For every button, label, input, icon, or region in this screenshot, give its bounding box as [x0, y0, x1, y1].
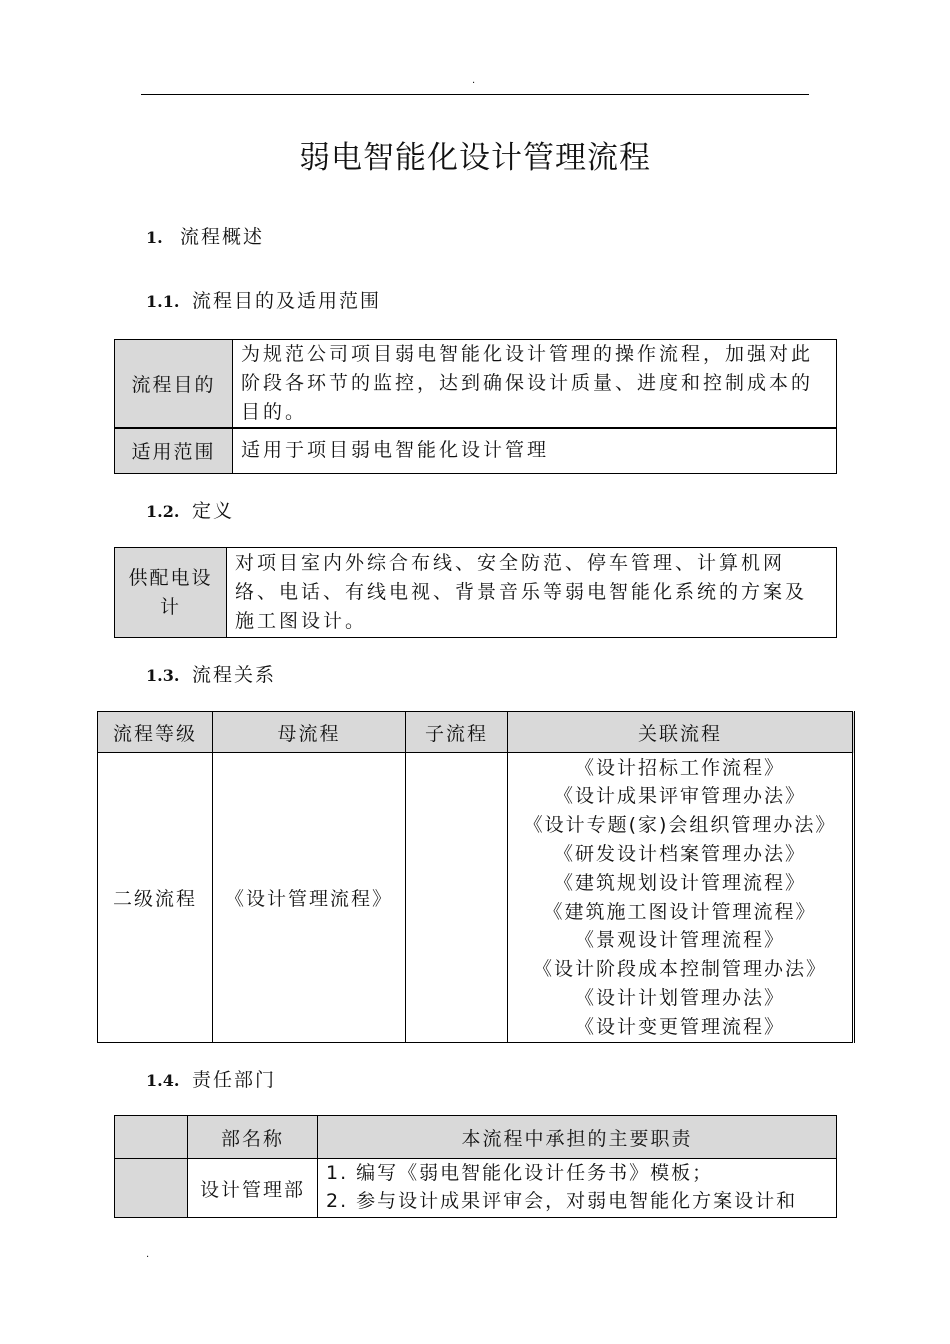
relation-header-child: 子流程	[406, 712, 508, 753]
related-process-item: 《研发设计档案管理办法》	[553, 842, 806, 865]
definition-label	[115, 548, 227, 638]
scope-content: 适用于项目弱电智能化设计管理	[233, 428, 837, 473]
relation-table	[97, 711, 855, 1043]
relation-level: 二级流程	[98, 753, 213, 1043]
definition-content: 对项目室内外综合布线、安全防范、停车管理、计算机网络、电话、有线电视、背景音乐等弱电智能化系统的方案及施工图设计。	[227, 548, 837, 638]
department-table	[114, 1115, 837, 1218]
header-rule	[141, 94, 809, 95]
relation-related-list	[508, 753, 854, 1043]
relation-header-related: 关联流程	[508, 712, 854, 753]
section-heading-1	[146, 222, 264, 249]
definition-label-text: 供配电设计	[128, 566, 213, 618]
section-title: 流程关系	[192, 664, 277, 686]
section-title: 流程目的及适用范围	[192, 290, 382, 312]
section-number: 1.1.	[146, 292, 180, 311]
section-title: 定义	[192, 500, 235, 522]
section-heading-1-3	[146, 660, 276, 687]
related-process-item: 《设计成果评审管理办法》	[553, 785, 806, 808]
relation-parent: 《设计管理流程》	[213, 753, 406, 1043]
section-heading-1-1	[146, 286, 381, 313]
related-process-item: 《设计专题(家)会组织管理办法》	[523, 814, 837, 837]
definition-table	[114, 547, 837, 638]
related-process-item: 《景观设计管理流程》	[574, 929, 785, 952]
section-heading-1-2	[146, 496, 234, 523]
dept-header-name: 部名称	[188, 1116, 318, 1159]
dept-header-duties: 本流程中承担的主要职责	[318, 1116, 837, 1159]
related-process-item: 《建筑规划设计管理流程》	[553, 871, 806, 894]
duty-item: 2. 参与设计成果评审会，对弱电智能化方案设计和	[326, 1190, 798, 1212]
related-process-item: 《建筑施工图设计管理流程》	[543, 900, 817, 923]
purpose-content: 为规范公司项目弱电智能化设计管理的操作流程，加强对此阶段各环节的监控，达到确保设计质量、进度和控制成本的目的。	[233, 340, 837, 429]
dept-name: 设计管理部	[188, 1159, 318, 1218]
section-title: 责任部门	[192, 1069, 277, 1091]
related-process-item: 《设计招标工作流程》	[574, 756, 785, 779]
relation-header-level: 流程等级	[98, 712, 213, 753]
section-number: 1.3.	[146, 666, 180, 685]
dept-duties	[318, 1159, 837, 1218]
section-number: 1.2.	[146, 502, 180, 521]
relation-header-parent: 母流程	[213, 712, 406, 753]
dept-row-blank	[115, 1159, 188, 1218]
section-heading-1-4	[146, 1065, 276, 1092]
related-process-item: 《设计变更管理流程》	[574, 1015, 785, 1038]
duty-item: 1. 编写《弱电智能化设计任务书》模板；	[326, 1162, 714, 1184]
purpose-table	[114, 339, 837, 474]
header-mark: .	[472, 75, 476, 86]
related-process-item: 《设计阶段成本控制管理办法》	[532, 958, 827, 981]
section-number: 1.	[146, 228, 163, 247]
related-process-item: 《设计计划管理办法》	[574, 986, 785, 1009]
relation-child	[406, 753, 508, 1043]
purpose-label: 流程目的	[115, 340, 233, 429]
scope-label: 适用范围	[115, 428, 233, 473]
section-title: 流程概述	[180, 226, 265, 248]
page-title: 弱电智能化设计管理流程	[299, 140, 651, 176]
dept-header-blank	[115, 1116, 188, 1159]
footer-mark: .	[146, 1249, 150, 1260]
section-number: 1.4.	[146, 1071, 180, 1090]
